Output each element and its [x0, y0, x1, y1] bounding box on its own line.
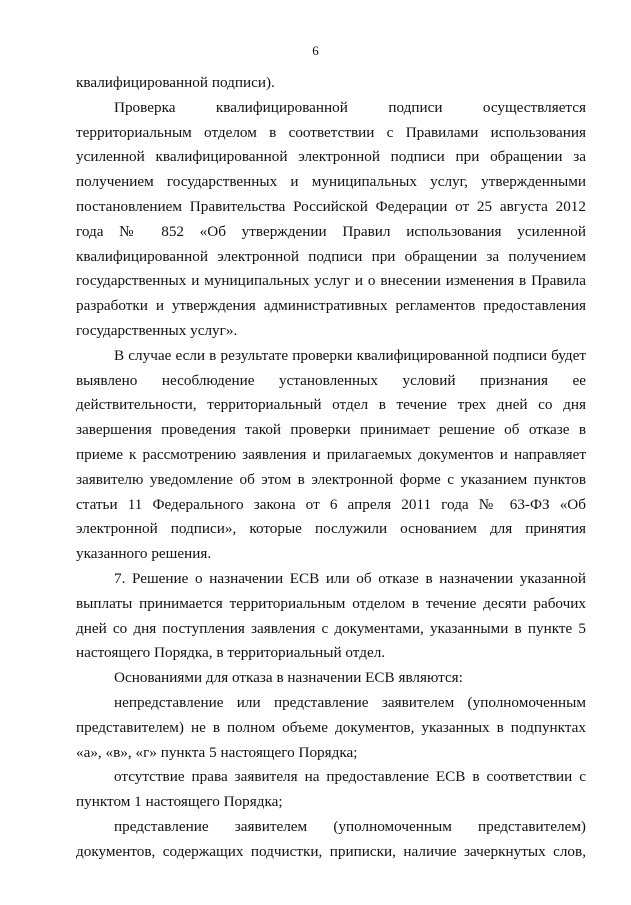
paragraph-refusal-grounds: Основаниями для отказа в назначении ЕСВ являются: — [114, 669, 463, 687]
document-body — [76, 71, 586, 865]
paragraph-ground-incomplete-docs: непредставление или представление заявителем (уполномоченным представителем) не в полном объеме документов, указанных в подпунктах «а», «в», «г» пункта 5 настоящего Порядка; — [76, 693, 586, 761]
paragraph-item-7: 7. Решение о назначении ЕСВ или об отказе в назначении указанной выплаты принимается территориальным отделом в течение десяти рабочих дней со дня поступления заявления с документами, указанными в пункте 5 настоящего Порядка, в территориальный отдел. — [76, 569, 586, 662]
page-number: 6 — [312, 43, 319, 58]
paragraph-signature-check: Проверка квалифицированной подписи осуществляется территориальным отделом в соответствии с Правилами использования усиленной квалифицированной электронной подписи при обращении за получением государственных и муниципальных услуг, утвержденными постановлением Правительства Российской Федерации от 25 августа 2012 года № 852 «Об утверждении Правил использования усиленной квалифицированной электронной подписи при обращении за получением государственных и муниципальных услуг и о внесении изменения в Правила разработки и утверждения административных регламентов предоставления государственных услуг». — [76, 98, 586, 339]
paragraph-ground-corrections: представление заявителем (уполномоченным представителем) документов, содержащих подчистки, приписки, наличие зачеркнутых слов, — [76, 817, 586, 860]
paragraph-invalid-signature: В случае если в результате проверки квалифицированной подписи будет выявлено несоблюдение установленных условий признания ее действительности, территориальный отдел в течение трех дней со дня завершения проведения такой проверки принимает решение об отказе в приеме к рассмотрению заявления и прилагаемых документов и направляет заявителю уведомление об этом в электронной форме с указанием пунктов статьи 11 Федерального закона от 6 апреля 2011 года № 63-ФЗ «Об электронной подписи», которые послужили основанием для принятия указанного решения. — [76, 346, 586, 563]
paragraph-continuation: квалифицированной подписи). — [76, 74, 275, 91]
paragraph-ground-no-right: отсутствие права заявителя на предоставление ЕСВ в соответствии с пунктом 1 настоящего Порядка; — [76, 768, 586, 811]
